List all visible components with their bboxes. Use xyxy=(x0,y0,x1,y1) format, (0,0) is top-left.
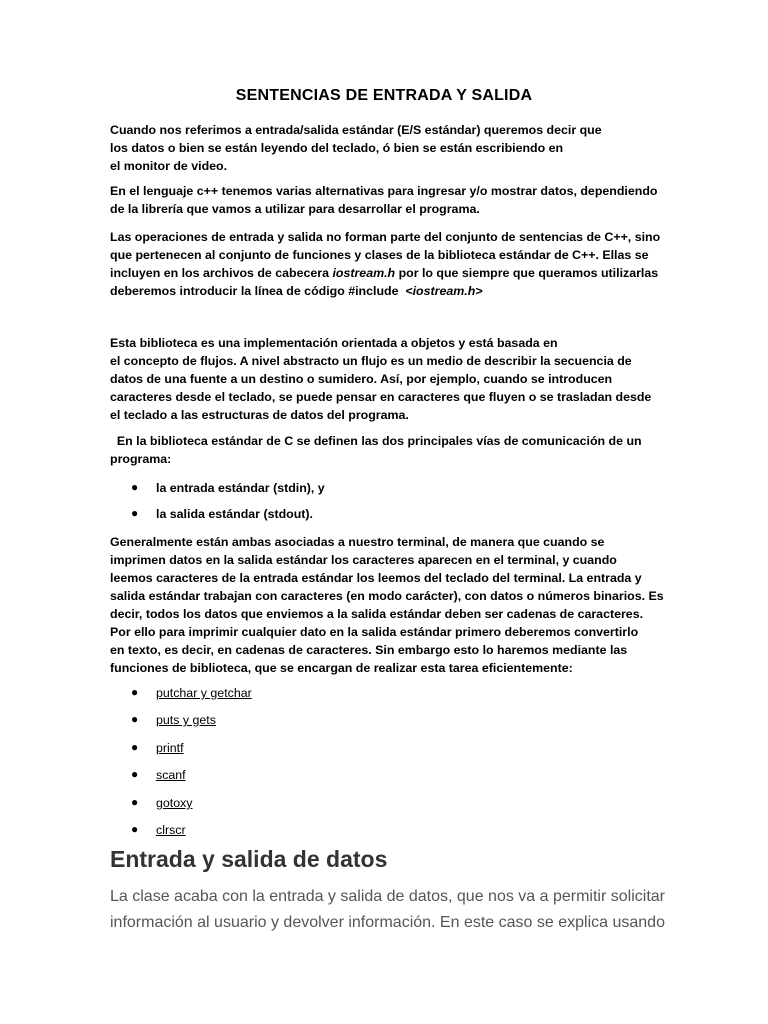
section-heading: Entrada y salida de datos xyxy=(110,846,388,872)
bullet-icon: ● xyxy=(131,480,139,494)
bullet-icon: ● xyxy=(131,685,139,699)
paragraph-io-line-3b: por lo que siempre que queramos utilizarlas xyxy=(395,266,659,280)
list-item-stdout: la salida estándar (stdout). xyxy=(156,507,313,521)
paragraph-standard-io: Generalmente están ambas asociadas a nuestro terminal, de manera que cuando se imprimen datos en la salida estándar los caracteres aparecen en el terminal, y cuando leemos caracteres de la entrada estándar los leemos del teclado del terminal. La entrada y salida estándar trabajan con caracteres (en modo carácter), con datos o números binarios. Es decir, todos los datos que enviemos a la salida estándar deben ser cadenas de caracteres. Por ello para imprimir cualquier dato en la salida estándar primero deberemos convertirlo en texto, es decir, en cadenas de caracteres. Sin embargo esto lo haremos mediante las funciones de biblioteca, que se encargan de realizar esta tarea eficientemente: xyxy=(110,535,664,675)
link-printf[interactable]: printf xyxy=(156,741,184,755)
link-scanf[interactable]: scanf xyxy=(156,768,186,782)
bullet-icon: ● xyxy=(131,767,139,781)
link-putchar-getchar[interactable]: putchar y getchar xyxy=(156,686,252,700)
paragraph-streams-concept: Esta biblioteca es una implementación orientada a objetos y está basada en el concepto de flujos. A nivel abstracto un flujo es un medio de describir la secuencia de datos de una fuente a un destino o sumidero. Así, por ejemplo, cuando se introducen caracteres desde el teclado, se puede pensar en caracteres que fluyen o se trasladan desde el teclado a las estructuras de datos del programa. xyxy=(110,336,652,422)
link-gotoxy[interactable]: gotoxy xyxy=(156,796,193,810)
section-body: La clase acaba con la entrada y salida de datos, que nos va a permitir solicitar información al usuario y devolver información. En este caso se explica usando xyxy=(110,888,665,931)
link-clrscr[interactable]: clrscr xyxy=(156,823,186,837)
paragraph-intro: Cuando nos referimos a entrada/salida estándar (E/S estándar) queremos decir que los datos o bien se están leyendo del teclado, ó bien se están escribiendo en el monitor de video. xyxy=(110,123,602,173)
include-directive: <iostream.h> xyxy=(405,284,483,298)
bullet-icon: ● xyxy=(131,795,139,809)
document-title: SENTENCIAS DE ENTRADA Y SALIDA xyxy=(235,87,533,104)
link-puts-gets[interactable]: puts y gets xyxy=(156,713,216,727)
paragraph-io-line-1: Las operaciones de entrada y salida no forman parte del conjunto de sentencias de C++, sino xyxy=(110,230,661,244)
paragraph-io-operations xyxy=(110,228,660,300)
paragraph-cpp-alternatives: En el lenguaje c++ tenemos varias alternativas para ingresar y/o mostrar datos, dependiendo de la librería que vamos a utilizar para desarrollar el programa. xyxy=(110,184,658,216)
bullet-icon: ● xyxy=(131,822,139,836)
paragraph-io-line-4a: deberemos introducir la línea de código #include xyxy=(110,284,406,298)
bullet-icon: ● xyxy=(131,712,139,726)
bullet-icon: ● xyxy=(131,506,139,520)
paragraph-std-channels: En la biblioteca estándar de C se definen las dos principales vías de comunicación de un programa: xyxy=(110,434,642,466)
iostream-filename: iostream.h xyxy=(332,266,396,280)
paragraph-io-line-3a: incluyen en los archivos de cabecera xyxy=(110,266,333,280)
paragraph-io-line-2: que pertenecen al conjunto de funciones y clases de la biblioteca estándar de C++. Ellas se xyxy=(110,248,649,262)
bullet-icon: ● xyxy=(131,740,139,754)
list-item-stdin: la entrada estándar (stdin), y xyxy=(156,481,325,495)
